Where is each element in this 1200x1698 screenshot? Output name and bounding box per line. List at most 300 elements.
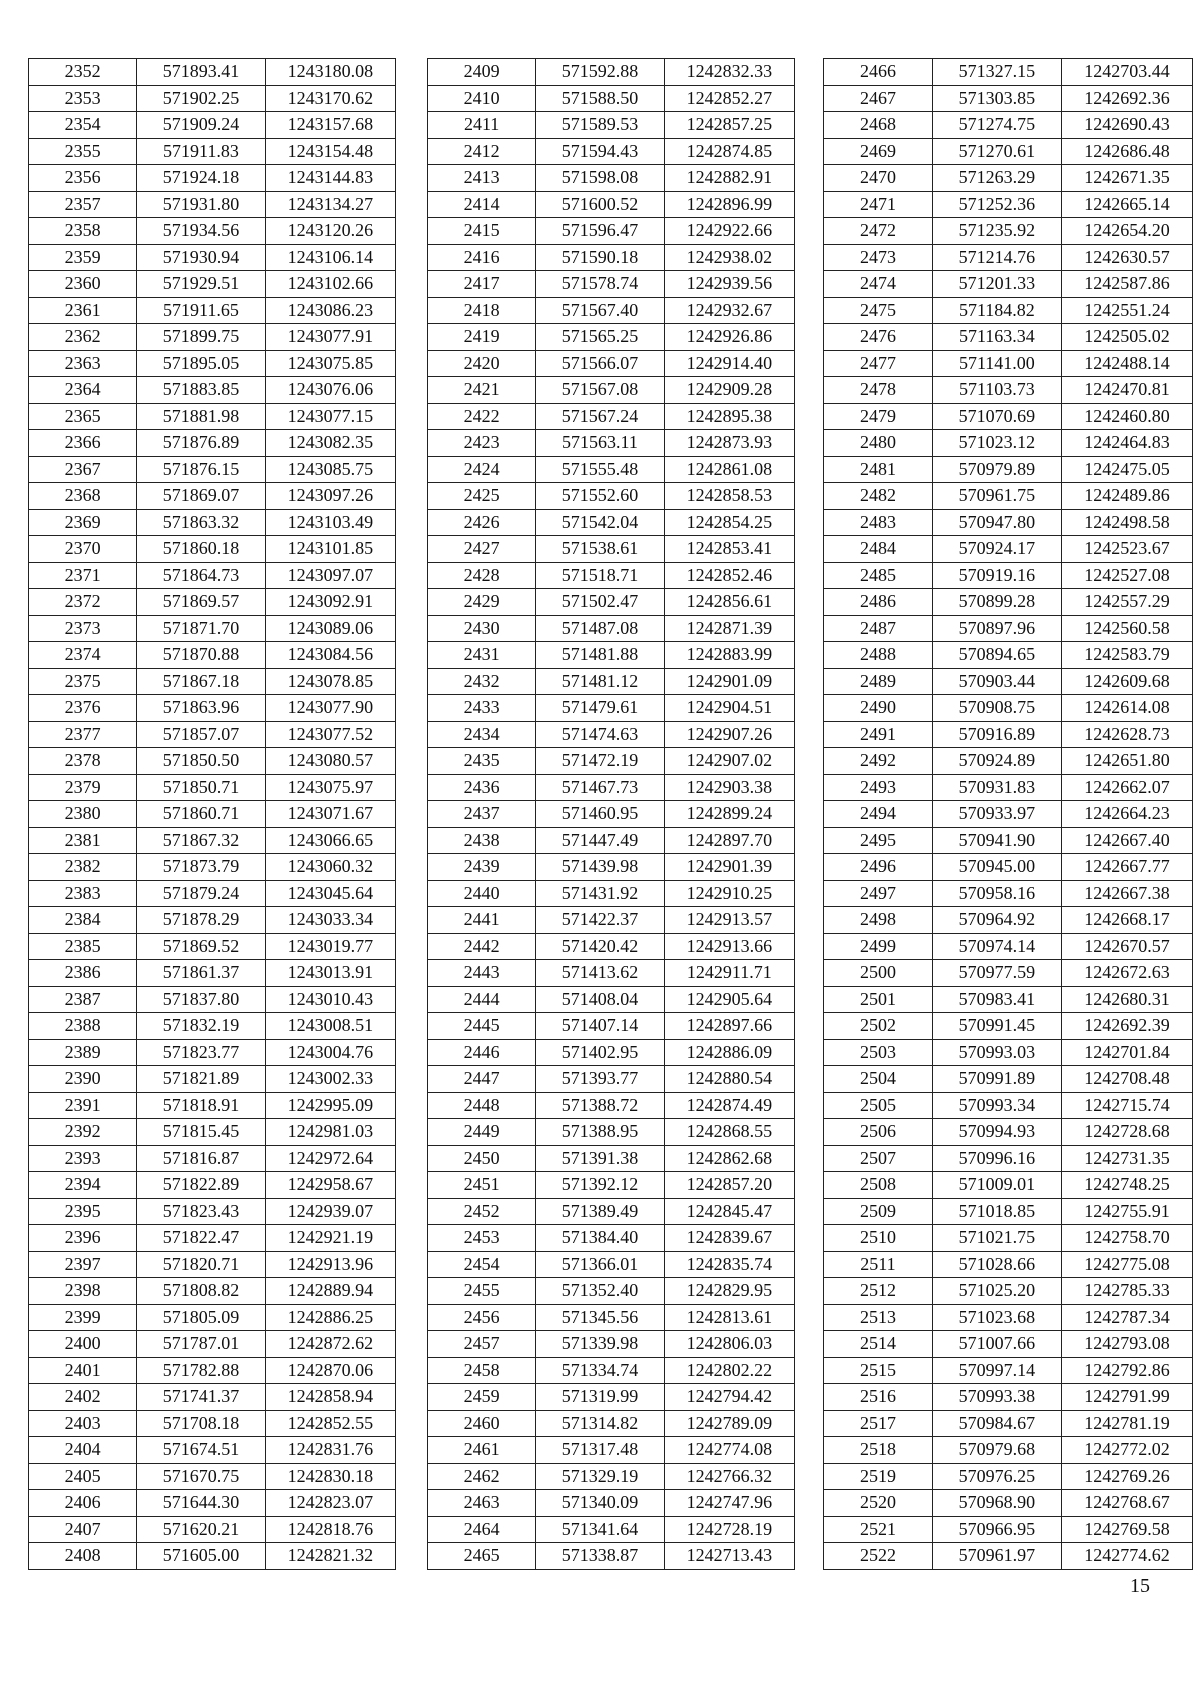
y-coordinate-cell: 1242854.25	[664, 509, 794, 536]
x-coordinate-cell: 571605.00	[137, 1543, 265, 1570]
y-coordinate-cell: 1242886.25	[265, 1304, 395, 1331]
y-coordinate-cell: 1242913.96	[265, 1251, 395, 1278]
y-coordinate-cell: 1242464.83	[1061, 430, 1192, 457]
y-coordinate-cell: 1243013.91	[265, 960, 395, 987]
y-coordinate-cell: 1242922.66	[664, 218, 794, 245]
table-row	[29, 615, 396, 642]
x-coordinate-cell: 571070.69	[932, 403, 1061, 430]
y-coordinate-cell: 1242910.25	[664, 880, 794, 907]
y-coordinate-cell: 1242909.28	[664, 377, 794, 404]
point-number-cell: 2468	[824, 112, 933, 139]
x-coordinate-cell: 571930.94	[137, 244, 265, 271]
table-row	[29, 297, 396, 324]
x-coordinate-cell: 571589.53	[536, 112, 664, 139]
x-coordinate-cell: 571214.76	[932, 244, 1061, 271]
x-coordinate-cell: 571567.24	[536, 403, 664, 430]
y-coordinate-cell: 1242766.32	[664, 1463, 794, 1490]
y-coordinate-cell: 1242505.02	[1061, 324, 1192, 351]
x-coordinate-cell: 571263.29	[932, 165, 1061, 192]
table-row	[824, 218, 1193, 245]
y-coordinate-cell: 1242715.74	[1061, 1092, 1192, 1119]
table-row	[29, 1172, 396, 1199]
table-row	[824, 59, 1193, 86]
table-row	[824, 668, 1193, 695]
y-coordinate-cell: 1243103.49	[265, 509, 395, 536]
table-row	[29, 112, 396, 139]
x-coordinate-cell: 571431.92	[536, 880, 664, 907]
table-row	[824, 1437, 1193, 1464]
x-coordinate-cell: 570993.38	[932, 1384, 1061, 1411]
table-row	[29, 377, 396, 404]
point-number-cell: 2458	[428, 1357, 536, 1384]
x-coordinate-cell: 570894.65	[932, 642, 1061, 669]
x-coordinate-cell: 571869.07	[137, 483, 265, 510]
x-coordinate-cell: 571815.45	[137, 1119, 265, 1146]
y-coordinate-cell: 1243097.26	[265, 483, 395, 510]
x-coordinate-cell: 571009.01	[932, 1172, 1061, 1199]
y-coordinate-cell: 1242667.77	[1061, 854, 1192, 881]
point-number-cell: 2497	[824, 880, 933, 907]
y-coordinate-cell: 1242794.42	[664, 1384, 794, 1411]
point-number-cell: 2473	[824, 244, 933, 271]
table-row	[428, 509, 795, 536]
coordinate-table-3	[823, 58, 1193, 1570]
point-number-cell: 2447	[428, 1066, 536, 1093]
table-row	[824, 880, 1193, 907]
x-coordinate-cell: 571674.51	[137, 1437, 265, 1464]
table-row	[824, 827, 1193, 854]
x-coordinate-cell: 570977.59	[932, 960, 1061, 987]
point-number-cell: 2433	[428, 695, 536, 722]
point-number-cell: 2353	[29, 85, 137, 112]
x-coordinate-cell: 571832.19	[137, 1013, 265, 1040]
table-row	[824, 271, 1193, 298]
table-row	[824, 1251, 1193, 1278]
y-coordinate-cell: 1242853.41	[664, 536, 794, 563]
table-row	[29, 1278, 396, 1305]
x-coordinate-cell: 571598.08	[536, 165, 664, 192]
table-row	[428, 827, 795, 854]
point-number-cell: 2445	[428, 1013, 536, 1040]
table-row	[428, 1013, 795, 1040]
point-number-cell: 2437	[428, 801, 536, 828]
point-number-cell: 2376	[29, 695, 137, 722]
point-number-cell: 2414	[428, 191, 536, 218]
table-row	[824, 1013, 1193, 1040]
table-row	[824, 907, 1193, 934]
x-coordinate-cell: 571870.88	[137, 642, 265, 669]
point-number-cell: 2509	[824, 1198, 933, 1225]
x-coordinate-cell: 571883.85	[137, 377, 265, 404]
point-number-cell: 2363	[29, 350, 137, 377]
table-row	[824, 1225, 1193, 1252]
y-coordinate-cell: 1242882.91	[664, 165, 794, 192]
x-coordinate-cell: 571860.71	[137, 801, 265, 828]
table-row	[428, 403, 795, 430]
table-row	[824, 562, 1193, 589]
x-coordinate-cell: 571816.87	[137, 1145, 265, 1172]
x-coordinate-cell: 571863.32	[137, 509, 265, 536]
x-coordinate-cell: 571594.43	[536, 138, 664, 165]
x-coordinate-cell: 570979.68	[932, 1437, 1061, 1464]
y-coordinate-cell: 1242857.20	[664, 1172, 794, 1199]
point-number-cell: 2405	[29, 1463, 137, 1490]
x-coordinate-cell: 570924.89	[932, 748, 1061, 775]
x-coordinate-cell: 571479.61	[536, 695, 664, 722]
point-number-cell: 2384	[29, 907, 137, 934]
x-coordinate-cell: 570991.45	[932, 1013, 1061, 1040]
x-coordinate-cell: 571021.75	[932, 1225, 1061, 1252]
point-number-cell: 2355	[29, 138, 137, 165]
x-coordinate-cell: 571850.71	[137, 774, 265, 801]
table-row	[428, 1225, 795, 1252]
x-coordinate-cell: 571805.09	[137, 1304, 265, 1331]
y-coordinate-cell: 1242747.96	[664, 1490, 794, 1517]
point-number-cell: 2453	[428, 1225, 536, 1252]
x-coordinate-cell: 571025.20	[932, 1278, 1061, 1305]
y-coordinate-cell: 1242831.76	[265, 1437, 395, 1464]
point-number-cell: 2370	[29, 536, 137, 563]
point-number-cell: 2505	[824, 1092, 933, 1119]
point-number-cell: 2383	[29, 880, 137, 907]
table-row	[29, 536, 396, 563]
table-row	[428, 377, 795, 404]
table-row	[428, 350, 795, 377]
y-coordinate-cell: 1242692.36	[1061, 85, 1192, 112]
y-coordinate-cell: 1242896.99	[664, 191, 794, 218]
x-coordinate-cell: 571596.47	[536, 218, 664, 245]
table-row	[428, 695, 795, 722]
x-coordinate-cell: 571867.18	[137, 668, 265, 695]
x-coordinate-cell: 571422.37	[536, 907, 664, 934]
y-coordinate-cell: 1242774.62	[1061, 1543, 1192, 1570]
table-row	[29, 1490, 396, 1517]
x-coordinate-cell: 571670.75	[137, 1463, 265, 1490]
point-number-cell: 2431	[428, 642, 536, 669]
point-number-cell: 2394	[29, 1172, 137, 1199]
x-coordinate-cell: 571408.04	[536, 986, 664, 1013]
y-coordinate-cell: 1242686.48	[1061, 138, 1192, 165]
point-number-cell: 2443	[428, 960, 536, 987]
x-coordinate-cell: 571565.25	[536, 324, 664, 351]
point-number-cell: 2512	[824, 1278, 933, 1305]
x-coordinate-cell: 570945.00	[932, 854, 1061, 881]
table-row	[824, 933, 1193, 960]
y-coordinate-cell: 1243082.35	[265, 430, 395, 457]
table-row	[428, 748, 795, 775]
point-number-cell: 2372	[29, 589, 137, 616]
y-coordinate-cell: 1242667.40	[1061, 827, 1192, 854]
x-coordinate-cell: 571850.50	[137, 748, 265, 775]
point-number-cell: 2456	[428, 1304, 536, 1331]
x-coordinate-cell: 571864.73	[137, 562, 265, 589]
table-row	[824, 1066, 1193, 1093]
table-row	[29, 271, 396, 298]
point-number-cell: 2493	[824, 774, 933, 801]
x-coordinate-cell: 571538.61	[536, 536, 664, 563]
x-coordinate-cell: 570919.16	[932, 562, 1061, 589]
y-coordinate-cell: 1243004.76	[265, 1039, 395, 1066]
x-coordinate-cell: 571566.07	[536, 350, 664, 377]
x-coordinate-cell: 571924.18	[137, 165, 265, 192]
point-number-cell: 2465	[428, 1543, 536, 1570]
table-row	[29, 801, 396, 828]
x-coordinate-cell: 571823.77	[137, 1039, 265, 1066]
point-number-cell: 2492	[824, 748, 933, 775]
y-coordinate-cell: 1242895.38	[664, 403, 794, 430]
y-coordinate-cell: 1242665.14	[1061, 191, 1192, 218]
y-coordinate-cell: 1243180.08	[265, 59, 395, 86]
point-number-cell: 2488	[824, 642, 933, 669]
y-coordinate-cell: 1243075.85	[265, 350, 395, 377]
x-coordinate-cell: 571893.41	[137, 59, 265, 86]
y-coordinate-cell: 1242972.64	[265, 1145, 395, 1172]
y-coordinate-cell: 1242886.09	[664, 1039, 794, 1066]
point-number-cell: 2417	[428, 271, 536, 298]
table-row	[29, 774, 396, 801]
x-coordinate-cell: 571873.79	[137, 854, 265, 881]
point-number-cell: 2368	[29, 483, 137, 510]
x-coordinate-cell: 571339.98	[536, 1331, 664, 1358]
x-coordinate-cell: 571502.47	[536, 589, 664, 616]
y-coordinate-cell: 1243077.52	[265, 721, 395, 748]
x-coordinate-cell: 571555.48	[536, 456, 664, 483]
x-coordinate-cell: 570997.14	[932, 1357, 1061, 1384]
coordinate-table-2	[427, 58, 795, 1570]
table-row	[824, 85, 1193, 112]
point-number-cell: 2358	[29, 218, 137, 245]
y-coordinate-cell: 1242921.19	[265, 1225, 395, 1252]
x-coordinate-cell: 571352.40	[536, 1278, 664, 1305]
y-coordinate-cell: 1242856.61	[664, 589, 794, 616]
point-number-cell: 2476	[824, 324, 933, 351]
x-coordinate-cell: 571474.63	[536, 721, 664, 748]
point-number-cell: 2467	[824, 85, 933, 112]
y-coordinate-cell: 1242708.48	[1061, 1066, 1192, 1093]
table-row	[428, 986, 795, 1013]
y-coordinate-cell: 1242609.68	[1061, 668, 1192, 695]
point-number-cell: 2496	[824, 854, 933, 881]
table-row	[29, 1384, 396, 1411]
x-coordinate-cell: 571879.24	[137, 880, 265, 907]
table-row	[29, 827, 396, 854]
table-row	[428, 138, 795, 165]
table-row	[29, 244, 396, 271]
point-number-cell: 2500	[824, 960, 933, 987]
y-coordinate-cell: 1242852.55	[265, 1410, 395, 1437]
x-coordinate-cell: 571163.34	[932, 324, 1061, 351]
x-coordinate-cell: 571822.47	[137, 1225, 265, 1252]
point-number-cell: 2396	[29, 1225, 137, 1252]
table-row	[428, 271, 795, 298]
point-number-cell: 2425	[428, 483, 536, 510]
x-coordinate-cell: 571878.29	[137, 907, 265, 934]
point-number-cell: 2422	[428, 403, 536, 430]
y-coordinate-cell: 1242793.08	[1061, 1331, 1192, 1358]
table-row	[428, 1198, 795, 1225]
point-number-cell: 2411	[428, 112, 536, 139]
y-coordinate-cell: 1242835.74	[664, 1251, 794, 1278]
x-coordinate-cell: 571837.80	[137, 986, 265, 1013]
point-number-cell: 2482	[824, 483, 933, 510]
table-row	[29, 509, 396, 536]
y-coordinate-cell: 1242728.19	[664, 1516, 794, 1543]
y-coordinate-cell: 1242667.38	[1061, 880, 1192, 907]
table-row	[29, 748, 396, 775]
point-number-cell: 2379	[29, 774, 137, 801]
x-coordinate-cell: 571327.15	[932, 59, 1061, 86]
point-number-cell: 2480	[824, 430, 933, 457]
point-number-cell: 2501	[824, 986, 933, 1013]
point-number-cell: 2413	[428, 165, 536, 192]
y-coordinate-cell: 1242905.64	[664, 986, 794, 1013]
x-coordinate-cell: 570941.90	[932, 827, 1061, 854]
table-row	[29, 1543, 396, 1570]
table-row	[824, 1384, 1193, 1411]
x-coordinate-cell: 570899.28	[932, 589, 1061, 616]
table-row	[824, 403, 1193, 430]
table-row	[824, 430, 1193, 457]
x-coordinate-cell: 570974.14	[932, 933, 1061, 960]
table-row	[428, 589, 795, 616]
y-coordinate-cell: 1242672.63	[1061, 960, 1192, 987]
table-row	[29, 1516, 396, 1543]
x-coordinate-cell: 571334.74	[536, 1357, 664, 1384]
x-coordinate-cell: 571590.18	[536, 244, 664, 271]
point-number-cell: 2361	[29, 297, 137, 324]
point-number-cell: 2377	[29, 721, 137, 748]
point-number-cell: 2472	[824, 218, 933, 245]
y-coordinate-cell: 1243089.06	[265, 615, 395, 642]
y-coordinate-cell: 1242858.53	[664, 483, 794, 510]
point-number-cell: 2382	[29, 854, 137, 881]
table-row	[824, 801, 1193, 828]
x-coordinate-cell: 570993.34	[932, 1092, 1061, 1119]
table-row	[428, 1543, 795, 1570]
y-coordinate-cell: 1242775.08	[1061, 1251, 1192, 1278]
table-row	[428, 85, 795, 112]
y-coordinate-cell: 1242813.61	[664, 1304, 794, 1331]
point-number-cell: 2419	[428, 324, 536, 351]
point-number-cell: 2415	[428, 218, 536, 245]
x-coordinate-cell: 571552.60	[536, 483, 664, 510]
x-coordinate-cell: 571340.09	[536, 1490, 664, 1517]
table-row	[824, 483, 1193, 510]
y-coordinate-cell: 1243134.27	[265, 191, 395, 218]
y-coordinate-cell: 1243097.07	[265, 562, 395, 589]
point-number-cell: 2459	[428, 1384, 536, 1411]
y-coordinate-cell: 1242668.17	[1061, 907, 1192, 934]
x-coordinate-cell: 571911.65	[137, 297, 265, 324]
x-coordinate-cell: 571902.25	[137, 85, 265, 112]
x-coordinate-cell: 570993.03	[932, 1039, 1061, 1066]
x-coordinate-cell: 571407.14	[536, 1013, 664, 1040]
x-coordinate-cell: 570961.75	[932, 483, 1061, 510]
point-number-cell: 2451	[428, 1172, 536, 1199]
y-coordinate-cell: 1242671.35	[1061, 165, 1192, 192]
y-coordinate-cell: 1243157.68	[265, 112, 395, 139]
y-coordinate-cell: 1242821.32	[265, 1543, 395, 1570]
table-row	[29, 483, 396, 510]
y-coordinate-cell: 1242938.02	[664, 244, 794, 271]
table-row	[29, 1410, 396, 1437]
x-coordinate-cell: 571481.12	[536, 668, 664, 695]
y-coordinate-cell: 1243076.06	[265, 377, 395, 404]
y-coordinate-cell: 1242871.39	[664, 615, 794, 642]
point-number-cell: 2520	[824, 1490, 933, 1517]
point-number-cell: 2504	[824, 1066, 933, 1093]
table-row	[428, 59, 795, 86]
point-number-cell: 2470	[824, 165, 933, 192]
table-row	[824, 1092, 1193, 1119]
y-coordinate-cell: 1242868.55	[664, 1119, 794, 1146]
point-number-cell: 2522	[824, 1543, 933, 1570]
y-coordinate-cell: 1242806.03	[664, 1331, 794, 1358]
point-number-cell: 2502	[824, 1013, 933, 1040]
point-number-cell: 2373	[29, 615, 137, 642]
y-coordinate-cell: 1243077.15	[265, 403, 395, 430]
point-number-cell: 2402	[29, 1384, 137, 1411]
y-coordinate-cell: 1242939.07	[265, 1198, 395, 1225]
y-coordinate-cell: 1242839.67	[664, 1225, 794, 1252]
table-row	[428, 1357, 795, 1384]
x-coordinate-cell: 571861.37	[137, 960, 265, 987]
y-coordinate-cell: 1242861.08	[664, 456, 794, 483]
x-coordinate-cell: 571393.77	[536, 1066, 664, 1093]
y-coordinate-cell: 1242692.39	[1061, 1013, 1192, 1040]
table-row	[428, 1066, 795, 1093]
y-coordinate-cell: 1242873.93	[664, 430, 794, 457]
table-row	[824, 1543, 1193, 1570]
table-row	[428, 801, 795, 828]
point-number-cell: 2430	[428, 615, 536, 642]
point-number-cell: 2507	[824, 1145, 933, 1172]
table-row	[824, 324, 1193, 351]
point-number-cell: 2516	[824, 1384, 933, 1411]
y-coordinate-cell: 1242911.71	[664, 960, 794, 987]
table-row	[428, 430, 795, 457]
table-row	[428, 774, 795, 801]
coordinate-table-1	[28, 58, 396, 1570]
table-row	[428, 1092, 795, 1119]
x-coordinate-cell: 570996.16	[932, 1145, 1061, 1172]
point-number-cell: 2380	[29, 801, 137, 828]
x-coordinate-cell: 571103.73	[932, 377, 1061, 404]
point-number-cell: 2434	[428, 721, 536, 748]
x-coordinate-cell: 571863.96	[137, 695, 265, 722]
table-row	[29, 1013, 396, 1040]
point-number-cell: 2426	[428, 509, 536, 536]
point-number-cell: 2399	[29, 1304, 137, 1331]
x-coordinate-cell: 571600.52	[536, 191, 664, 218]
x-coordinate-cell: 570931.83	[932, 774, 1061, 801]
x-coordinate-cell: 571860.18	[137, 536, 265, 563]
x-coordinate-cell: 571876.89	[137, 430, 265, 457]
x-coordinate-cell: 570947.80	[932, 509, 1061, 536]
x-coordinate-cell: 571871.70	[137, 615, 265, 642]
y-coordinate-cell: 1243154.48	[265, 138, 395, 165]
y-coordinate-cell: 1242498.58	[1061, 509, 1192, 536]
table-row	[29, 456, 396, 483]
y-coordinate-cell: 1242670.57	[1061, 933, 1192, 960]
y-coordinate-cell: 1242523.67	[1061, 536, 1192, 563]
table-row	[29, 642, 396, 669]
table-row	[428, 456, 795, 483]
table-row	[824, 1490, 1193, 1517]
point-number-cell: 2378	[29, 748, 137, 775]
x-coordinate-cell: 571235.92	[932, 218, 1061, 245]
y-coordinate-cell: 1242557.29	[1061, 589, 1192, 616]
